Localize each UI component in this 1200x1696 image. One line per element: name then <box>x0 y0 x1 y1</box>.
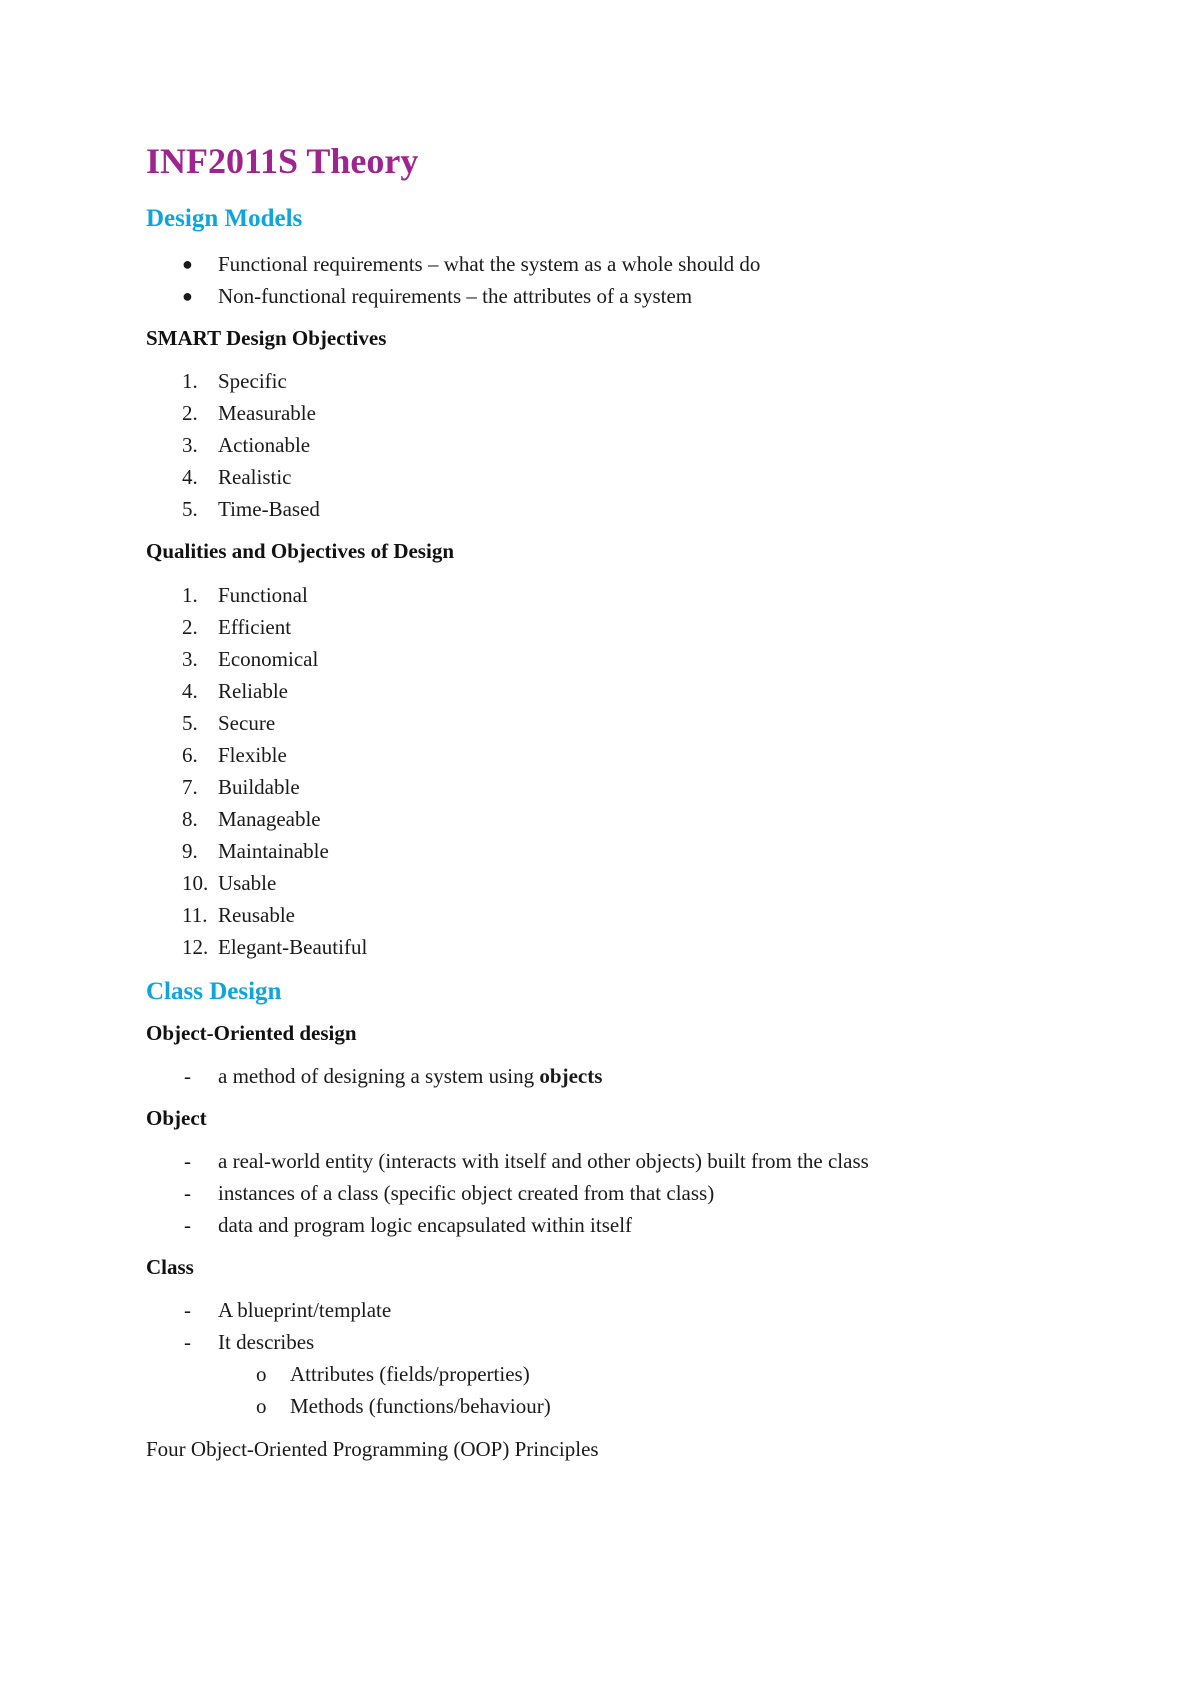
oop-principles-text: Four Object-Oriented Programming (OOP) Principles <box>146 1437 599 1462</box>
list-item: 8. Manageable <box>182 806 321 831</box>
list-item: 5. Time-Based <box>182 497 320 522</box>
class-list <box>146 1294 1106 1422</box>
list-item: 1. Functional <box>182 582 308 607</box>
bullet-icon: ● <box>182 286 193 307</box>
ood-list <box>146 1060 1106 1092</box>
heading-smart-objectives: SMART Design Objectives <box>146 326 387 351</box>
list-item: - a real-world entity (interacts with itself and other objects) built from the class <box>184 1148 869 1173</box>
list-item: 3. Actionable <box>182 433 311 458</box>
list-item: 11. Reusable <box>182 902 295 927</box>
list-item: ● Non-functional requirements – the attributes of a system <box>146 280 1106 312</box>
heading-design-models: Design Models <box>146 205 303 233</box>
bold-term: objects <box>539 1063 603 1088</box>
list-item: 10. Usable <box>182 870 277 895</box>
list-item: 1. Specific <box>182 369 287 394</box>
sub-list-item: o Methods (functions/behaviour) <box>256 1394 551 1419</box>
smart-list <box>146 365 1106 525</box>
list-item: 7. Buildable <box>182 774 300 799</box>
list-item: 6. Flexible <box>182 742 287 767</box>
list-item: 9. Maintainable <box>182 838 329 863</box>
heading-object: Object <box>146 1105 207 1130</box>
heading-object-oriented-design: Object-Oriented design <box>146 1020 357 1045</box>
heading-class: Class <box>146 1254 194 1279</box>
list-item: 2. Efficient <box>182 614 292 639</box>
list-item: 4. Realistic <box>182 465 292 490</box>
list-item: - It describes <box>184 1330 315 1355</box>
list-item: 3. Economical <box>182 646 319 671</box>
bullet-icon: ● <box>182 254 193 275</box>
document-title: INF2011S Theory <box>146 141 419 181</box>
qualities-list <box>146 579 1106 963</box>
list-item: - data and program logic encapsulated within itself <box>184 1212 633 1237</box>
sub-list-item: o Attributes (fields/properties) <box>256 1362 530 1387</box>
list-item: ● Functional requirements – what the system as a whole should do <box>146 248 1106 280</box>
list-item: 4. Reliable <box>182 678 288 703</box>
list-item: 5. Secure <box>182 710 276 735</box>
heading-qualities: Qualities and Objectives of Design <box>146 539 454 564</box>
list-item: - a method of designing a system using objects <box>184 1063 603 1088</box>
list-item: - A blueprint/template <box>184 1298 392 1323</box>
list-item: 12. Elegant-Beautiful <box>182 934 368 959</box>
document-page <box>146 140 1106 1463</box>
object-list <box>146 1145 1106 1241</box>
heading-class-design: Class Design <box>146 977 282 1005</box>
list-item: 2. Measurable <box>182 401 316 426</box>
list-item: - instances of a class (specific object created from that class) <box>184 1180 715 1205</box>
design-models-list <box>146 248 1106 312</box>
